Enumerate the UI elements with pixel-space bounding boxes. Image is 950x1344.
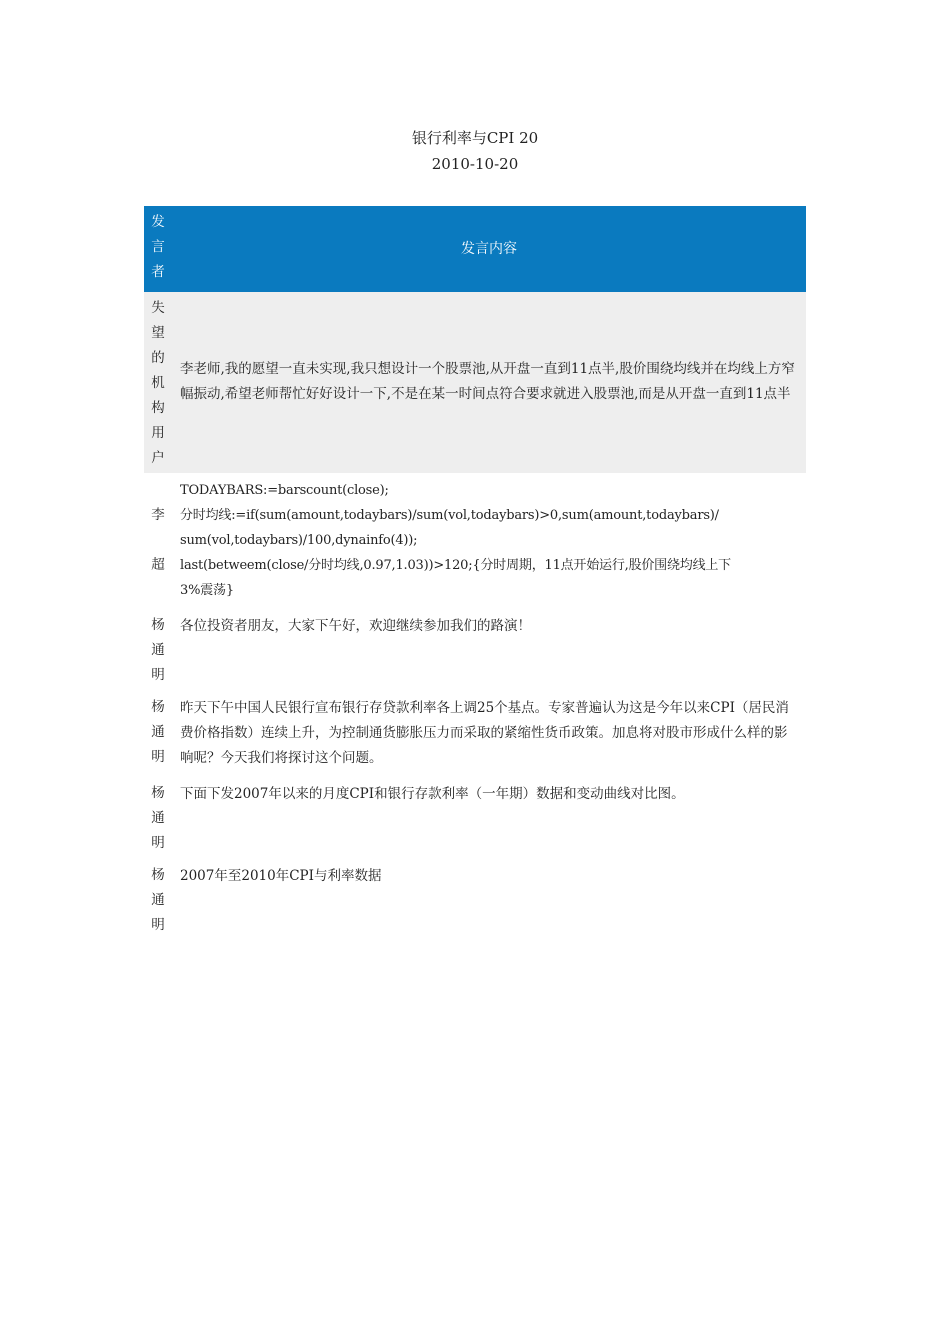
document-date: 2010-10-20 bbox=[431, 155, 519, 173]
code-line: 分时均线:=if(sum(amount,todaybars)/sum(vol,todaybars)>0,sum(amount,todaybars)/ bbox=[180, 508, 719, 523]
table-row bbox=[144, 691, 806, 777]
document-title: 银行利率与CPI 20 bbox=[411, 129, 539, 147]
table-row bbox=[144, 859, 806, 941]
speaker-char: 明 bbox=[151, 917, 165, 933]
speaker-char: 杨 bbox=[151, 699, 165, 715]
speaker-char: 杨 bbox=[151, 617, 165, 633]
speaker-char: 李 bbox=[151, 507, 165, 523]
speaker-char: 通 bbox=[151, 724, 165, 740]
speaker-char: 通 bbox=[151, 642, 165, 658]
speaker-char: 杨 bbox=[151, 867, 165, 883]
table-row bbox=[144, 609, 806, 691]
speaker-name bbox=[144, 691, 172, 777]
message-content: 2007年至2010年CPI与利率数据 bbox=[180, 868, 382, 884]
speaker-char: 明 bbox=[151, 749, 165, 765]
header-char: 者 bbox=[151, 264, 165, 280]
code-line: sum(vol,todaybars)/100,dynainfo(4)); bbox=[180, 533, 418, 548]
content-column-header: 发言内容 bbox=[172, 206, 806, 292]
message-content: 各位投资者朋友，大家下午好，欢迎继续参加我们的路演！ bbox=[180, 618, 531, 634]
table-row bbox=[144, 473, 806, 609]
roadshow-table bbox=[144, 206, 806, 941]
table-header-row bbox=[144, 206, 806, 292]
code-line: TODAYBARS:=barscount(close); bbox=[180, 483, 389, 498]
speaker-char: 机 bbox=[151, 375, 165, 391]
speaker-char: 明 bbox=[151, 835, 165, 851]
message-content: 李老师,我的愿望一直未实现,我只想设计一个股票池,从开盘一直到11点半,股价围绕均线并在均线上方窄幅振动,希望老师帮忙好好设计一下,不是在某一时间点符合要求就进入股票池,而是从开盘一直到11点半 bbox=[172, 292, 806, 473]
speaker-char: 的 bbox=[151, 350, 165, 366]
speaker-name bbox=[144, 473, 172, 609]
code-line: last(betweem(close/分时均线,0.97,1.03))>120;{分时周期，11点开始运行,股价围绕均线上下 bbox=[180, 558, 731, 573]
speaker-column-header bbox=[144, 206, 172, 292]
message-content: 昨天下午中国人民银行宣布银行存贷款利率各上调25个基点。专家普遍认为这是今年以来CPI（居民消费价格指数）连续上升，为控制通货膨胀压力而采取的紧缩性货币政策。加息将对股市形成什么样的影响呢？今天我们将探讨这个问题。 bbox=[180, 700, 789, 766]
speaker-char: 户 bbox=[151, 450, 165, 466]
speaker-char: 通 bbox=[151, 892, 165, 908]
table-row bbox=[144, 777, 806, 859]
speaker-name bbox=[144, 859, 172, 941]
message-content: 下面下发2007年以来的月度CPI和银行存款利率（一年期）数据和变动曲线对比图。 bbox=[180, 786, 685, 802]
speaker-name bbox=[144, 292, 172, 473]
speaker-char: 失 bbox=[151, 300, 165, 316]
speaker-char: 构 bbox=[151, 400, 165, 416]
speaker-char: 明 bbox=[151, 667, 165, 683]
speaker-char: 超 bbox=[151, 557, 165, 573]
header-char: 发 bbox=[151, 214, 165, 230]
speaker-char: 望 bbox=[151, 325, 165, 341]
header-char: 言 bbox=[151, 239, 165, 255]
speaker-name bbox=[144, 777, 172, 859]
speaker-char: 通 bbox=[151, 810, 165, 826]
speaker-char: 杨 bbox=[151, 785, 165, 801]
speaker-char: 用 bbox=[151, 425, 165, 441]
speaker-name bbox=[144, 609, 172, 691]
message-code bbox=[172, 473, 806, 609]
table-row bbox=[144, 292, 806, 473]
code-line: 3%震荡} bbox=[180, 583, 234, 598]
